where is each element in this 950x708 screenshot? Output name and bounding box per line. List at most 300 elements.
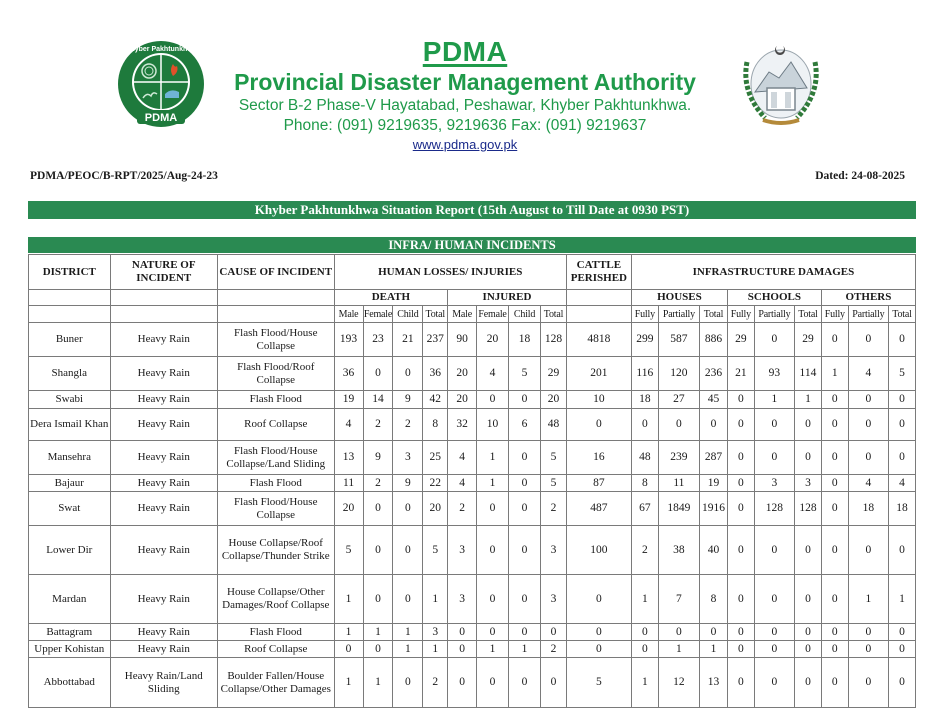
death-child-cell: 0 xyxy=(393,357,423,391)
schools-fully-cell: 21 xyxy=(727,357,754,391)
injured-total-cell: 48 xyxy=(541,409,567,441)
injured-female-cell: 4 xyxy=(477,357,509,391)
svg-text:Khyber Pakhtunkhwa: Khyber Pakhtunkhwa xyxy=(125,46,197,53)
district-header: DISTRICT xyxy=(29,255,111,290)
table-row xyxy=(29,526,916,575)
cattle-cell: 0 xyxy=(566,641,631,658)
houses-partially-cell: 239 xyxy=(658,441,699,475)
injured-male-header: Male xyxy=(448,306,477,323)
injured-total-cell: 2 xyxy=(541,641,567,658)
others-partially-cell: 0 xyxy=(848,624,888,641)
schools-fully-cell: 29 xyxy=(727,323,754,357)
others-fully-cell: 0 xyxy=(821,441,848,475)
table-row xyxy=(29,475,916,492)
nature-cell: Heavy Rain xyxy=(110,475,217,492)
cattle-cell: 0 xyxy=(566,575,631,624)
district-cell: Swabi xyxy=(29,391,111,409)
injured-male-cell: 32 xyxy=(448,409,477,441)
houses-partially-header: Partially xyxy=(658,306,699,323)
cattle-cell: 100 xyxy=(566,526,631,575)
death-male-cell: 36 xyxy=(334,357,363,391)
header-row-1 xyxy=(29,255,916,290)
schools-fully-cell: 0 xyxy=(727,441,754,475)
others-partially-cell: 0 xyxy=(848,641,888,658)
death-total-cell: 1 xyxy=(423,575,448,624)
schools-partially-cell: 3 xyxy=(754,475,794,492)
death-male-cell: 1 xyxy=(334,658,363,708)
houses-partially-cell: 38 xyxy=(658,526,699,575)
houses-total-cell: 1 xyxy=(700,641,728,658)
others-total-cell: 0 xyxy=(888,441,915,475)
death-child-cell: 1 xyxy=(393,624,423,641)
injured-male-cell: 0 xyxy=(448,624,477,641)
cause-cell: Flash Flood/House Collapse xyxy=(217,492,334,526)
death-total-cell: 1 xyxy=(423,641,448,658)
others-fully-cell: 0 xyxy=(821,409,848,441)
injured-female-cell: 0 xyxy=(477,492,509,526)
houses-fully-header: Fully xyxy=(631,306,658,323)
cause-cell: Flash Flood/Roof Collapse xyxy=(217,357,334,391)
houses-fully-cell: 8 xyxy=(631,475,658,492)
death-female-header: Female xyxy=(363,306,393,323)
houses-fully-cell: 0 xyxy=(631,409,658,441)
schools-partially-cell: 0 xyxy=(754,641,794,658)
injured-child-cell: 18 xyxy=(509,323,541,357)
cause-cell: House Collapse/Roof Collapse/Thunder Strike xyxy=(217,526,334,575)
injured-child-cell: 0 xyxy=(509,492,541,526)
death-male-cell: 0 xyxy=(334,641,363,658)
death-total-cell: 3 xyxy=(423,624,448,641)
houses-total-cell: 1916 xyxy=(700,492,728,526)
injured-total-cell: 5 xyxy=(541,475,567,492)
death-female-cell: 14 xyxy=(363,391,393,409)
houses-total-cell: 0 xyxy=(700,409,728,441)
death-male-cell: 20 xyxy=(334,492,363,526)
table-row xyxy=(29,357,916,391)
injured-total-cell: 20 xyxy=(541,391,567,409)
district-cell: Mardan xyxy=(29,575,111,624)
cause-header: CAUSE OF INCIDENT xyxy=(217,255,334,290)
injured-child-cell: 0 xyxy=(509,624,541,641)
injured-male-cell: 90 xyxy=(448,323,477,357)
nature-cell: Heavy Rain xyxy=(110,492,217,526)
schools-total-cell: 0 xyxy=(795,575,822,624)
others-fully-header: Fully xyxy=(821,306,848,323)
kp-government-emblem-icon xyxy=(735,32,827,128)
houses-total-cell: 236 xyxy=(700,357,728,391)
injured-total-cell: 0 xyxy=(541,658,567,708)
injured-female-cell: 0 xyxy=(477,575,509,624)
death-male-cell: 4 xyxy=(334,409,363,441)
reference-number: PDMA/PEOC/B-RPT/2025/Aug-24-23 xyxy=(30,170,218,182)
others-fully-cell: 1 xyxy=(821,357,848,391)
org-phone: Phone: (091) 9219635, 9219636 Fax: (091) 9219637 xyxy=(283,117,647,134)
death-female-cell: 0 xyxy=(363,641,393,658)
death-total-cell: 25 xyxy=(423,441,448,475)
injured-female-cell: 0 xyxy=(477,658,509,708)
svg-text:PDMA: PDMA xyxy=(144,112,178,124)
injured-total-cell: 29 xyxy=(541,357,567,391)
incidents-table xyxy=(28,254,916,708)
schools-total-cell: 0 xyxy=(795,409,822,441)
nature-cell: Heavy Rain xyxy=(110,357,217,391)
district-cell: Buner xyxy=(29,323,111,357)
death-child-cell: 9 xyxy=(393,391,423,409)
death-total-cell: 42 xyxy=(423,391,448,409)
injured-total-cell: 0 xyxy=(541,624,567,641)
injured-male-cell: 3 xyxy=(448,575,477,624)
death-male-cell: 1 xyxy=(334,624,363,641)
injured-male-cell: 3 xyxy=(448,526,477,575)
houses-total-cell: 40 xyxy=(700,526,728,575)
district-cell: Bajaur xyxy=(29,475,111,492)
death-child-cell: 0 xyxy=(393,575,423,624)
others-total-cell: 0 xyxy=(888,658,915,708)
injured-child-cell: 0 xyxy=(509,575,541,624)
header-row-2 xyxy=(29,290,916,306)
schools-fully-cell: 0 xyxy=(727,409,754,441)
injured-total-cell: 3 xyxy=(541,575,567,624)
others-partially-cell: 4 xyxy=(848,475,888,492)
letterhead xyxy=(0,0,950,160)
others-fully-cell: 0 xyxy=(821,492,848,526)
death-female-cell: 2 xyxy=(363,475,393,492)
injured-female-cell: 10 xyxy=(477,409,509,441)
houses-partially-cell: 587 xyxy=(658,323,699,357)
schools-fully-cell: 0 xyxy=(727,391,754,409)
others-total-cell: 1 xyxy=(888,575,915,624)
schools-total-cell: 1 xyxy=(795,391,822,409)
houses-fully-cell: 299 xyxy=(631,323,658,357)
schools-partially-cell: 128 xyxy=(754,492,794,526)
injured-total-header: Total xyxy=(541,306,567,323)
injured-child-cell: 6 xyxy=(509,409,541,441)
houses-fully-cell: 18 xyxy=(631,391,658,409)
cattle-cell: 4818 xyxy=(566,323,631,357)
others-fully-cell: 0 xyxy=(821,641,848,658)
death-male-cell: 19 xyxy=(334,391,363,409)
org-website-link[interactable]: www.pdma.gov.pk xyxy=(412,137,518,152)
injured-total-cell: 5 xyxy=(541,441,567,475)
houses-partially-cell: 11 xyxy=(658,475,699,492)
injured-female-cell: 20 xyxy=(477,323,509,357)
death-female-cell: 23 xyxy=(363,323,393,357)
houses-total-cell: 13 xyxy=(700,658,728,708)
others-partially-cell: 0 xyxy=(848,323,888,357)
houses-total-cell: 287 xyxy=(700,441,728,475)
death-male-cell: 193 xyxy=(334,323,363,357)
table-row xyxy=(29,658,916,708)
schools-partially-cell: 93 xyxy=(754,357,794,391)
death-child-cell: 0 xyxy=(393,492,423,526)
schools-partially-cell: 0 xyxy=(754,441,794,475)
schools-partially-cell: 0 xyxy=(754,624,794,641)
houses-fully-cell: 116 xyxy=(631,357,658,391)
houses-partially-cell: 12 xyxy=(658,658,699,708)
death-female-cell: 1 xyxy=(363,658,393,708)
nature-cell: Heavy Rain xyxy=(110,641,217,658)
injured-child-cell: 0 xyxy=(509,658,541,708)
cause-cell: Roof Collapse xyxy=(217,409,334,441)
nature-cell: Heavy Rain xyxy=(110,391,217,409)
injured-child-cell: 0 xyxy=(509,391,541,409)
human-losses-header: HUMAN LOSSES/ INJURIES xyxy=(334,255,566,290)
nature-cell: Heavy Rain xyxy=(110,575,217,624)
others-total-cell: 0 xyxy=(888,323,915,357)
houses-total-cell: 45 xyxy=(700,391,728,409)
houses-partially-cell: 1 xyxy=(658,641,699,658)
org-acronym: PDMA xyxy=(422,36,508,67)
others-fully-cell: 0 xyxy=(821,391,848,409)
houses-fully-cell: 0 xyxy=(631,641,658,658)
others-fully-cell: 0 xyxy=(821,658,848,708)
section-title-banner: INFRA/ HUMAN INCIDENTS xyxy=(28,237,916,253)
death-total-cell: 36 xyxy=(423,357,448,391)
injured-male-cell: 4 xyxy=(448,441,477,475)
table-row xyxy=(29,492,916,526)
nature-cell: Heavy Rain xyxy=(110,526,217,575)
pdma-logo-icon xyxy=(117,40,205,128)
death-male-cell: 13 xyxy=(334,441,363,475)
injured-child-cell: 5 xyxy=(509,357,541,391)
others-partially-header: Partially xyxy=(848,306,888,323)
death-male-cell: 5 xyxy=(334,526,363,575)
nature-cell: Heavy Rain xyxy=(110,441,217,475)
others-total-cell: 0 xyxy=(888,624,915,641)
death-female-cell: 0 xyxy=(363,575,393,624)
district-cell: Lower Dir xyxy=(29,526,111,575)
table-row xyxy=(29,575,916,624)
houses-header: HOUSES xyxy=(631,290,727,306)
houses-partially-cell: 1849 xyxy=(658,492,699,526)
schools-partially-cell: 0 xyxy=(754,526,794,575)
death-child-cell: 2 xyxy=(393,409,423,441)
cattle-cell: 5 xyxy=(566,658,631,708)
others-total-cell: 5 xyxy=(888,357,915,391)
others-partially-cell: 0 xyxy=(848,441,888,475)
death-child-cell: 21 xyxy=(393,323,423,357)
others-fully-cell: 0 xyxy=(821,475,848,492)
schools-fully-cell: 0 xyxy=(727,526,754,575)
injured-header: INJURED xyxy=(448,290,567,306)
cause-cell: Roof Collapse xyxy=(217,641,334,658)
death-female-cell: 9 xyxy=(363,441,393,475)
schools-total-cell: 0 xyxy=(795,441,822,475)
cattle-cell: 201 xyxy=(566,357,631,391)
others-partially-cell: 0 xyxy=(848,658,888,708)
district-cell: Shangla xyxy=(29,357,111,391)
organization-header xyxy=(230,36,700,154)
district-cell: Abbottabad xyxy=(29,658,111,708)
cause-cell: Flash Flood xyxy=(217,475,334,492)
district-cell: Mansehra xyxy=(29,441,111,475)
table-row xyxy=(29,409,916,441)
schools-fully-cell: 0 xyxy=(727,492,754,526)
houses-partially-cell: 120 xyxy=(658,357,699,391)
death-total-cell: 5 xyxy=(423,526,448,575)
death-male-header: Male xyxy=(334,306,363,323)
injured-total-cell: 2 xyxy=(541,492,567,526)
cattle-cell: 87 xyxy=(566,475,631,492)
schools-partially-cell: 0 xyxy=(754,323,794,357)
nature-cell: Heavy Rain xyxy=(110,624,217,641)
houses-total-cell: 886 xyxy=(700,323,728,357)
others-partially-cell: 4 xyxy=(848,357,888,391)
nature-header: NATURE OF INCIDENT xyxy=(110,255,217,290)
org-full-name: Provincial Disaster Management Authority xyxy=(234,69,696,95)
others-total-cell: 0 xyxy=(888,409,915,441)
houses-total-cell: 19 xyxy=(700,475,728,492)
schools-fully-cell: 0 xyxy=(727,575,754,624)
others-total-cell: 18 xyxy=(888,492,915,526)
others-partially-cell: 0 xyxy=(848,391,888,409)
schools-total-cell: 0 xyxy=(795,624,822,641)
report-title-banner: Khyber Pakhtunkhwa Situation Report (15th August to Till Date at 0930 PST) xyxy=(28,201,916,219)
death-female-cell: 2 xyxy=(363,409,393,441)
schools-fully-cell: 0 xyxy=(727,658,754,708)
death-child-cell: 1 xyxy=(393,641,423,658)
others-total-cell: 0 xyxy=(888,641,915,658)
injured-male-cell: 4 xyxy=(448,475,477,492)
district-cell: Swat xyxy=(29,492,111,526)
cause-cell: Flash Flood/House Collapse xyxy=(217,323,334,357)
schools-partially-cell: 0 xyxy=(754,658,794,708)
death-female-cell: 0 xyxy=(363,526,393,575)
death-total-cell: 2 xyxy=(423,658,448,708)
schools-partially-cell: 1 xyxy=(754,391,794,409)
injured-female-cell: 0 xyxy=(477,391,509,409)
injured-child-header: Child xyxy=(509,306,541,323)
table-row xyxy=(29,624,916,641)
schools-fully-cell: 0 xyxy=(727,624,754,641)
schools-header: SCHOOLS xyxy=(727,290,821,306)
district-cell: Upper Kohistan xyxy=(29,641,111,658)
others-partially-cell: 1 xyxy=(848,575,888,624)
infrastructure-header: INFRASTRUCTURE DAMAGES xyxy=(631,255,915,290)
houses-partially-cell: 0 xyxy=(658,624,699,641)
table-row xyxy=(29,391,916,409)
nature-cell: Heavy Rain/Land Sliding xyxy=(110,658,217,708)
others-total-cell: 0 xyxy=(888,391,915,409)
others-partially-cell: 18 xyxy=(848,492,888,526)
schools-total-cell: 0 xyxy=(795,526,822,575)
death-male-cell: 11 xyxy=(334,475,363,492)
cause-cell: Boulder Fallen/House Collapse/Other Damages xyxy=(217,658,334,708)
houses-fully-cell: 1 xyxy=(631,658,658,708)
death-total-cell: 8 xyxy=(423,409,448,441)
injured-total-cell: 3 xyxy=(541,526,567,575)
cattle-header: CATTLE PERISHED xyxy=(566,255,631,290)
houses-total-header: Total xyxy=(700,306,728,323)
schools-total-cell: 114 xyxy=(795,357,822,391)
schools-total-cell: 29 xyxy=(795,323,822,357)
death-child-cell: 3 xyxy=(393,441,423,475)
cattle-cell: 10 xyxy=(566,391,631,409)
table-body xyxy=(29,323,916,708)
injured-male-cell: 20 xyxy=(448,357,477,391)
houses-total-cell: 8 xyxy=(700,575,728,624)
schools-total-cell: 0 xyxy=(795,641,822,658)
others-total-cell: 0 xyxy=(888,526,915,575)
cattle-cell: 0 xyxy=(566,624,631,641)
death-female-cell: 0 xyxy=(363,357,393,391)
injured-female-cell: 1 xyxy=(477,441,509,475)
schools-partially-cell: 0 xyxy=(754,575,794,624)
houses-partially-cell: 7 xyxy=(658,575,699,624)
cause-cell: Flash Flood xyxy=(217,391,334,409)
others-fully-cell: 0 xyxy=(821,323,848,357)
houses-partially-cell: 27 xyxy=(658,391,699,409)
others-total-cell: 4 xyxy=(888,475,915,492)
others-header: OTHERS xyxy=(821,290,915,306)
cattle-cell: 0 xyxy=(566,409,631,441)
district-cell: Battagram xyxy=(29,624,111,641)
houses-fully-cell: 2 xyxy=(631,526,658,575)
nature-cell: Heavy Rain xyxy=(110,409,217,441)
schools-total-cell: 0 xyxy=(795,658,822,708)
cattle-cell: 487 xyxy=(566,492,631,526)
death-child-cell: 0 xyxy=(393,658,423,708)
injured-male-cell: 2 xyxy=(448,492,477,526)
schools-partially-header: Partially xyxy=(754,306,794,323)
schools-fully-cell: 0 xyxy=(727,641,754,658)
houses-fully-cell: 67 xyxy=(631,492,658,526)
death-total-header: Total xyxy=(423,306,448,323)
injured-male-cell: 0 xyxy=(448,641,477,658)
injured-female-header: Female xyxy=(477,306,509,323)
death-female-cell: 1 xyxy=(363,624,393,641)
injured-male-cell: 0 xyxy=(448,658,477,708)
cause-cell: Flash Flood/House Collapse/Land Sliding xyxy=(217,441,334,475)
report-date: Dated: 24-08-2025 xyxy=(815,170,905,182)
injured-child-cell: 0 xyxy=(509,475,541,492)
org-address: Sector B-2 Phase-V Hayatabad, Peshawar, Khyber Pakhtunkhwa. xyxy=(238,97,692,114)
schools-fully-cell: 0 xyxy=(727,475,754,492)
others-fully-cell: 0 xyxy=(821,624,848,641)
death-total-cell: 20 xyxy=(423,492,448,526)
injured-child-cell: 1 xyxy=(509,641,541,658)
houses-total-cell: 0 xyxy=(700,624,728,641)
others-fully-cell: 0 xyxy=(821,575,848,624)
others-partially-cell: 0 xyxy=(848,409,888,441)
death-header: DEATH xyxy=(334,290,448,306)
death-total-cell: 22 xyxy=(423,475,448,492)
death-female-cell: 0 xyxy=(363,492,393,526)
table-row xyxy=(29,441,916,475)
cause-cell: Flash Flood xyxy=(217,624,334,641)
death-child-header: Child xyxy=(393,306,423,323)
schools-partially-cell: 0 xyxy=(754,409,794,441)
houses-fully-cell: 1 xyxy=(631,575,658,624)
injured-female-cell: 1 xyxy=(477,475,509,492)
others-fully-cell: 0 xyxy=(821,526,848,575)
houses-fully-cell: 48 xyxy=(631,441,658,475)
others-partially-cell: 0 xyxy=(848,526,888,575)
injured-female-cell: 1 xyxy=(477,641,509,658)
schools-total-cell: 128 xyxy=(795,492,822,526)
nature-cell: Heavy Rain xyxy=(110,323,217,357)
injured-child-cell: 0 xyxy=(509,441,541,475)
schools-fully-header: Fully xyxy=(727,306,754,323)
injured-female-cell: 0 xyxy=(477,526,509,575)
death-male-cell: 1 xyxy=(334,575,363,624)
table-row xyxy=(29,641,916,658)
table-row xyxy=(29,323,916,357)
injured-child-cell: 0 xyxy=(509,526,541,575)
death-child-cell: 9 xyxy=(393,475,423,492)
houses-fully-cell: 0 xyxy=(631,624,658,641)
schools-total-header: Total xyxy=(795,306,822,323)
